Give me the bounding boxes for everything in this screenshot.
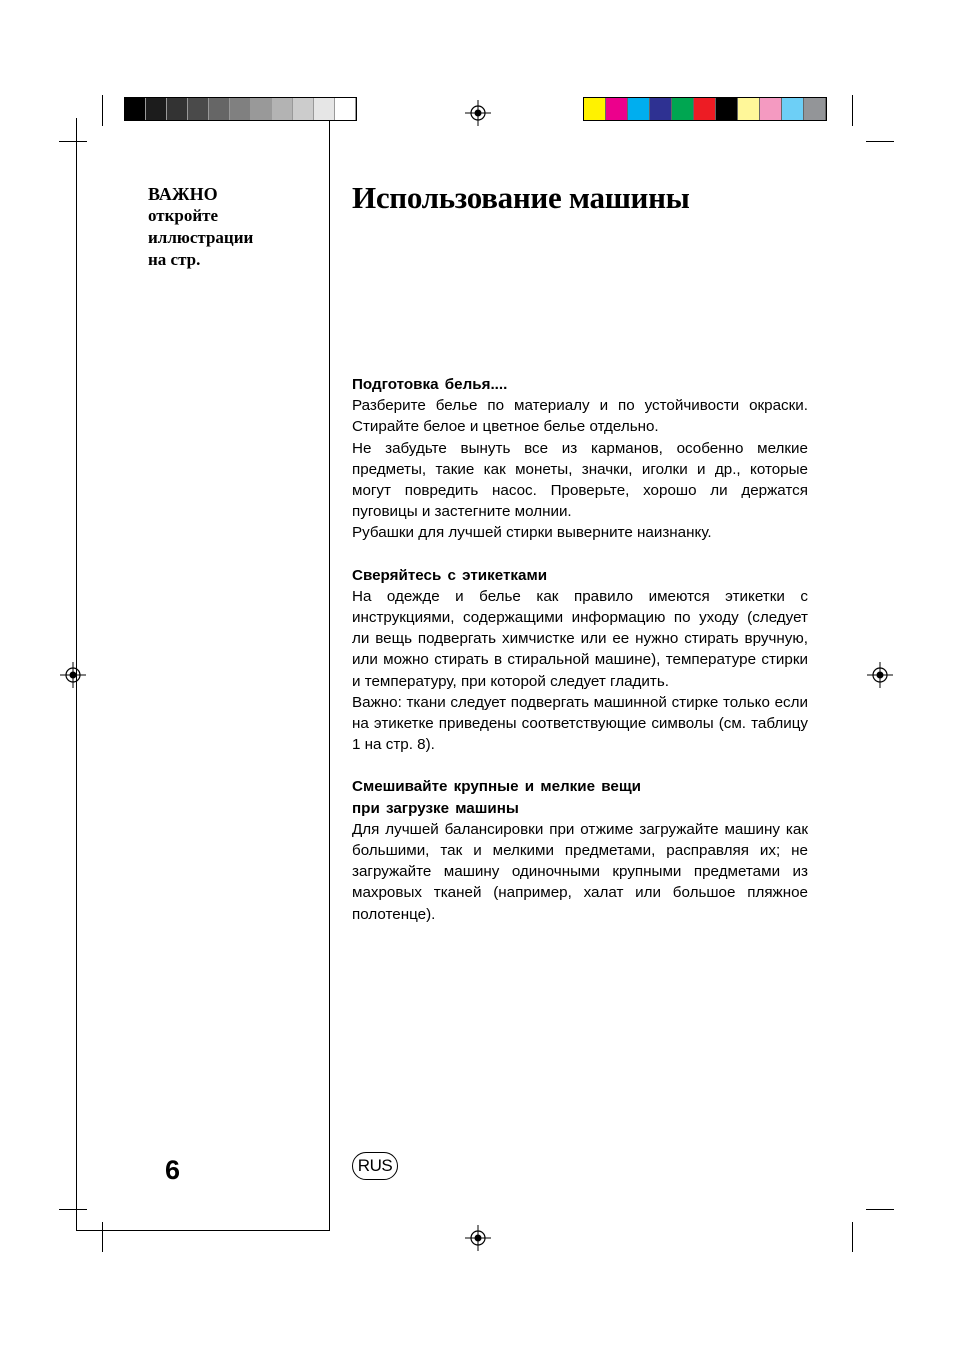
crop-mark (59, 1209, 87, 1210)
note-line: откройте (148, 206, 219, 225)
gray-swatch (293, 98, 314, 120)
section-heading: Сверяйтесь с этикетками (352, 566, 548, 584)
main-content (352, 374, 808, 946)
language-badge: RUS (352, 1152, 398, 1180)
paragraph: Для лучшей балансировки при отжиме загружайте машину как большими, так и мелкими предметами, расправляя их; не загружайте машину одиночными крупными предметами из махровых тканей (например, халат или большое пляжное полотенце). (352, 820, 808, 923)
note-line: ВАЖНО (148, 184, 218, 204)
section-labels (352, 565, 808, 756)
page-number: 6 (165, 1155, 181, 1185)
paragraph: Важно: ткани следует подвергать машинной стирке только если на этикетке приведены соответствующие символы (см. таблицу 1 на стр. 8). (352, 693, 808, 754)
grayscale-calibration-bar (124, 97, 357, 121)
sidebar-frame-bottom (76, 1230, 330, 1231)
color-swatch (606, 98, 628, 120)
color-swatch (716, 98, 738, 120)
registration-mark-icon (60, 662, 86, 688)
paragraph: Рубашки для лучшей стирки выверните наизнанку. (352, 524, 712, 542)
page-title: Использование машины (352, 180, 690, 215)
gray-swatch (209, 98, 230, 120)
crop-mark (866, 1209, 894, 1210)
crop-mark (852, 95, 853, 126)
registration-mark-icon (867, 662, 893, 688)
color-calibration-bar (583, 97, 827, 121)
section-heading (352, 776, 808, 818)
gray-swatch (146, 98, 167, 120)
gray-swatch (167, 98, 188, 120)
gray-swatch (125, 98, 146, 120)
paragraph: Не забудьте вынуть все из карманов, особенно мелкие предметы, такие как монеты, значки, иголки и др., которые могут повредить насос. Проверьте, хорошо ли держатся пуговицы и застегните молнии. (352, 439, 808, 521)
color-swatch (628, 98, 650, 120)
gray-swatch (251, 98, 272, 120)
sidebar-frame-right (329, 118, 330, 1230)
crop-mark (102, 95, 103, 126)
heading-line: Смешивайте крупные и мелкие вещи (352, 778, 641, 796)
heading-line: при загрузке машины (352, 799, 519, 817)
crop-mark (59, 141, 87, 142)
gray-swatch (230, 98, 251, 120)
color-swatch (804, 98, 826, 120)
gray-swatch (335, 98, 356, 120)
sidebar-important-note (148, 183, 253, 271)
note-line: иллюстрации (148, 228, 254, 247)
color-swatch (782, 98, 804, 120)
section-heading: Подготовка белья.... (352, 376, 508, 393)
paragraph: Разберите белье по материалу и по устойчивости окраски. Стирайте белое и цветное белье отдельно. (352, 397, 808, 436)
crop-mark (102, 1222, 103, 1252)
paragraph: На одежде и белье как правило имеются этикетки с инструкциями, содержащими информацию по уходу (следует ли вещь подвергать химчистке или ее нужно стирать вручную, или можно стирать в стиральной машине), температуре стирки и температуру, при которой следует гладить. (352, 587, 808, 690)
color-swatch (672, 98, 694, 120)
gray-swatch (272, 98, 293, 120)
color-swatch (738, 98, 760, 120)
color-swatch (694, 98, 716, 120)
color-swatch (650, 98, 672, 120)
note-line: на стр. (148, 250, 201, 269)
color-swatch (760, 98, 782, 120)
crop-mark (866, 141, 894, 142)
section-preparation (352, 374, 808, 544)
registration-mark-icon (465, 1225, 491, 1251)
crop-mark (852, 1222, 853, 1252)
section-mix-items (352, 776, 808, 924)
gray-swatch (314, 98, 335, 120)
color-swatch (584, 98, 606, 120)
registration-mark-icon (465, 100, 491, 126)
gray-swatch (188, 98, 209, 120)
